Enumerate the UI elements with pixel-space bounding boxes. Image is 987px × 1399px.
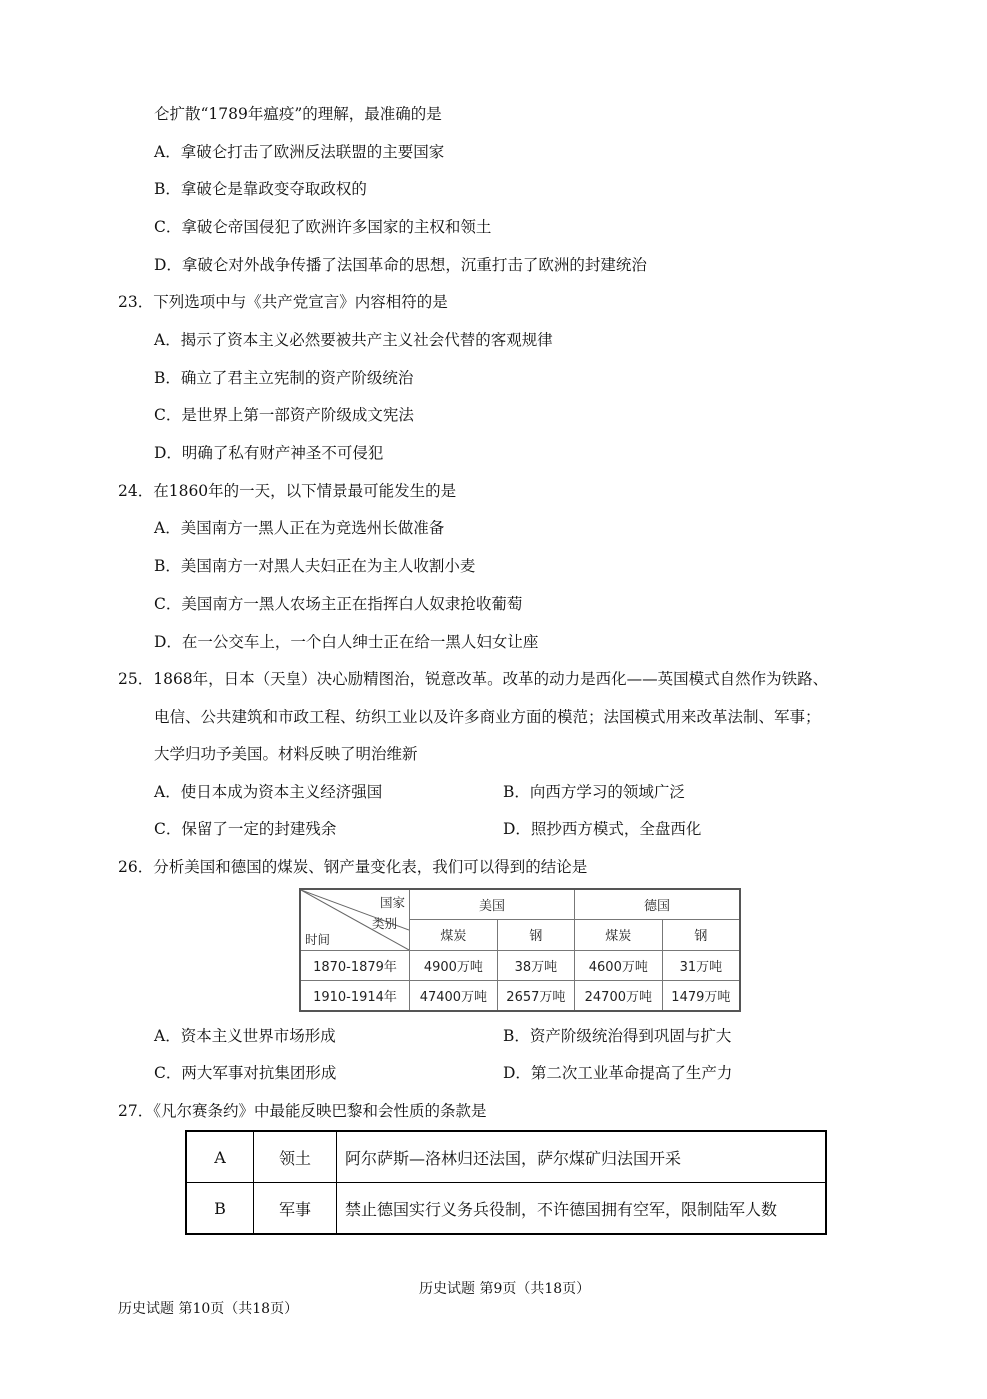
q26-option-a: A．资本主义世界市场形成 [154,1027,336,1045]
treaty-table [185,1130,827,1235]
q26-option-d: D．第二次工业革命提高了生产力 [503,1064,733,1082]
content-cell: 阿尔萨斯—洛林归还法国，萨尔煤矿归法国开采 [337,1131,827,1183]
value-cell: 47400万吨 [410,981,498,1012]
subheader-germany-steel: 钢 [662,920,740,951]
q25-stem-line3: 大学归功予美国。材料反映了明治维新 [154,745,418,763]
subheader-usa-steel: 钢 [497,920,574,951]
q25-option-c: C．保留了一定的封建残余 [154,820,337,838]
q26-option-c: C．两大军事对抗集团形成 [154,1064,337,1082]
value-cell: 4600万吨 [574,950,662,981]
q22-option-a: A．拿破仑打击了欧洲反法联盟的主要国家 [154,143,445,161]
q24-option-c: C．美国南方一黑人农场主正在指挥白人奴隶抢收葡萄 [154,595,523,613]
value-cell: 4900万吨 [410,950,498,981]
q25-option-d: D．照抄西方模式，全盘西化 [503,820,702,838]
q22-option-d: D．拿破仑对外战争传播了法国革命的思想，沉重打击了欧洲的封建统治 [154,256,647,274]
q24-option-a: A．美国南方一黑人正在为竞选州长做准备 [154,519,445,537]
table-row [186,1183,826,1235]
q23-option-d: D．明确了私有财产神圣不可侵犯 [154,444,384,462]
q27-stem: 27．《凡尔赛条约》中最能反映巴黎和会性质的条款是 [118,1102,487,1120]
page-footer-left: 历史试题 第10页（共18页） [118,1301,299,1317]
value-cell: 1479万吨 [662,981,740,1012]
country-header-usa: 美国 [410,889,575,920]
country-header-germany: 德国 [574,889,740,920]
q22-option-c: C．拿破仑帝国侵犯了欧洲许多国家的主权和领土 [154,218,492,236]
q25-option-a: A．使日本成为资本主义经济强国 [154,783,383,801]
q26-stem: 26．分析美国和德国的煤炭、钢产量变化表，我们可以得到的结论是 [118,858,588,876]
q24-option-b: B．美国南方一对黑人夫妇正在为主人收割小麦 [154,557,476,575]
table-corner-cell [300,889,410,950]
value-cell: 24700万吨 [574,981,662,1012]
value-cell: 38万吨 [497,950,574,981]
q24-option-d: D．在一公交车上，一个白人绅士正在给一黑人妇女让座 [154,633,539,651]
content-cell: 禁止德国实行义务兵役制，不许德国拥有空军，限制陆军人数 [337,1183,827,1235]
table-row [300,950,740,981]
category-cell: 领土 [254,1131,337,1183]
q25-stem-line2: 电信、公共建筑和市政工程、纺织工业以及许多商业方面的模范；法国模式用来改革法制、军事； [154,708,821,726]
table-row [300,981,740,1012]
option-cell: A [186,1131,254,1183]
q25-stem-line1: 25．1868年，日本（天皇）决心励精图治，锐意改革。改革的动力是西化——英国模式自然作为铁路、 [118,670,829,688]
subheader-germany-coal: 煤炭 [574,920,662,951]
value-cell: 31万吨 [662,950,740,981]
corner-time-label: 时间 [305,932,331,947]
q23-option-b: B．确立了君主立宪制的资产阶级统治 [154,369,414,387]
q26-option-b: B．资产阶级统治得到巩固与扩大 [503,1027,732,1045]
production-table [299,888,741,1012]
corner-category-label: 类别 [371,916,397,931]
q23-stem: 23．下列选项中与《共产党宣言》内容相符的是 [118,293,448,311]
corner-country-label: 国家 [379,895,405,910]
table-row [186,1131,826,1183]
q23-option-c: C．是世界上第一部资产阶级成文宪法 [154,406,414,424]
value-cell: 2657万吨 [497,981,574,1012]
q22-stem-continued: 仑扩散“1789年瘟疫”的理解，最准确的是 [154,105,442,123]
subheader-usa-coal: 煤炭 [410,920,498,951]
q23-option-a: A．揭示了资本主义必然要被共产主义社会代替的客观规律 [154,331,553,349]
period-cell: 1870-1879年 [300,950,410,981]
option-cell: B [186,1183,254,1235]
q25-option-b: B．向西方学习的领域广泛 [503,783,685,801]
q22-option-b: B．拿破仑是靠政变夺取政权的 [154,180,367,198]
q24-stem: 24．在1860年的一天，以下情景最可能发生的是 [118,482,457,500]
period-cell: 1910-1914年 [300,981,410,1012]
category-cell: 军事 [254,1183,337,1235]
page-footer-center: 历史试题 第9页（共18页） [419,1281,591,1297]
